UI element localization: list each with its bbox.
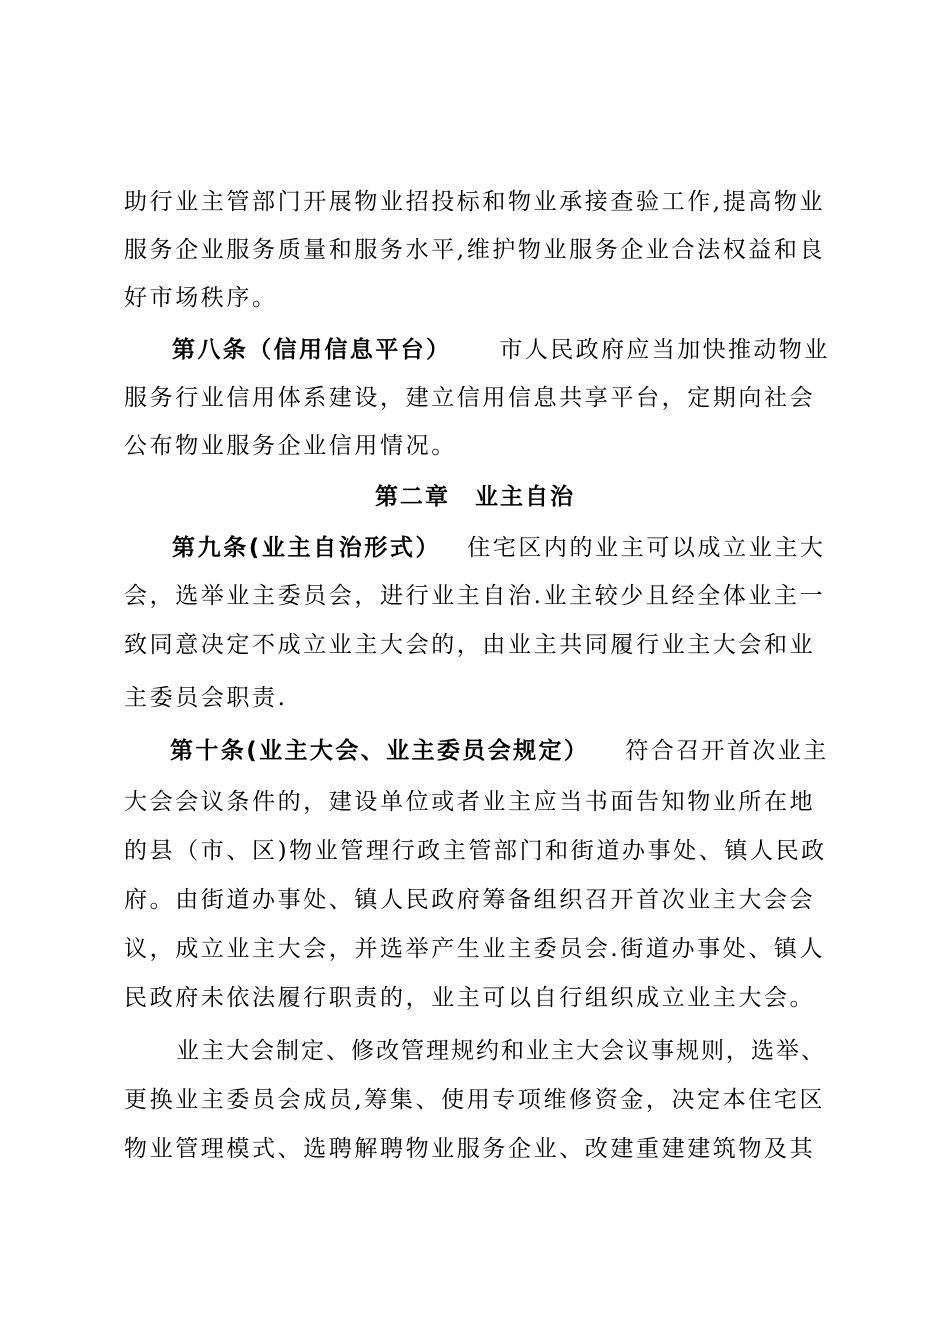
text-line: 物业管理模式、选聘解聘物业服务企业、改建重建建筑物及其 — [124, 1136, 816, 1162]
chapter-heading: 第二章 业主自治 — [375, 484, 575, 510]
text-line: 大会会议条件的，建设单位或者业主应当书面告知物业所在地 — [124, 789, 816, 815]
article-10-first-line — [170, 736, 829, 766]
article-8-title: 第八条（信用信息平台） — [172, 337, 452, 363]
article-9-first-line — [172, 533, 826, 563]
article-8-first-line — [172, 335, 830, 365]
text-line: 更换业主委员会成员,筹集、使用专项维修资金，决定本住宅区 — [124, 1087, 826, 1113]
article-10-title: 第十条(业主大会、业主委员会规定） — [170, 738, 590, 764]
text-line: 议，成立业主大会，并选举产生业主委员会.街道办事处、镇人 — [124, 936, 826, 962]
text-line: 助行业主管部门开展物业招投标和物业承接查验工作,提高物业 — [124, 189, 826, 215]
text-line: 会，选举业主委员会，进行业主自治.业主较少且经全体业主一 — [124, 583, 826, 609]
text-line: 府。由街道办事处、镇人民政府筹备组织召开首次业主大会会 — [124, 887, 816, 913]
article-8-text: 市人民政府应当加快推动物业 — [499, 337, 830, 363]
text-line: 民政府未依法履行职责的，业主可以自行组织成立业主大会。 — [124, 985, 816, 1011]
text-line: 公布物业服务企业信用情况。 — [124, 433, 457, 459]
text-line: 业主大会制定、修改管理规约和业主大会议事规则，选举、 — [176, 1038, 826, 1064]
text-line: 好市场秩序。 — [124, 285, 278, 311]
text-line: 的县（市、区)物业管理行政主管部门和街道办事处、镇人民政 — [124, 838, 827, 864]
article-9-text: 住宅区内的业主可以成立业主大 — [467, 535, 826, 561]
article-9-title: 第九条(业主自治形式） — [172, 535, 442, 561]
text-line: 服务企业服务质量和服务水平,维护物业服务企业合法权益和良 — [124, 237, 826, 263]
article-10-text: 符合召开首次业主 — [625, 738, 829, 764]
text-line: 服务行业信用体系建设，建立信用信息共享平台，定期向社会 — [124, 385, 816, 411]
text-line: 致同意决定不成立业主大会的，由业主共同履行业主大会和业 — [124, 632, 816, 658]
text-line: 主委员会职责. — [124, 685, 288, 711]
